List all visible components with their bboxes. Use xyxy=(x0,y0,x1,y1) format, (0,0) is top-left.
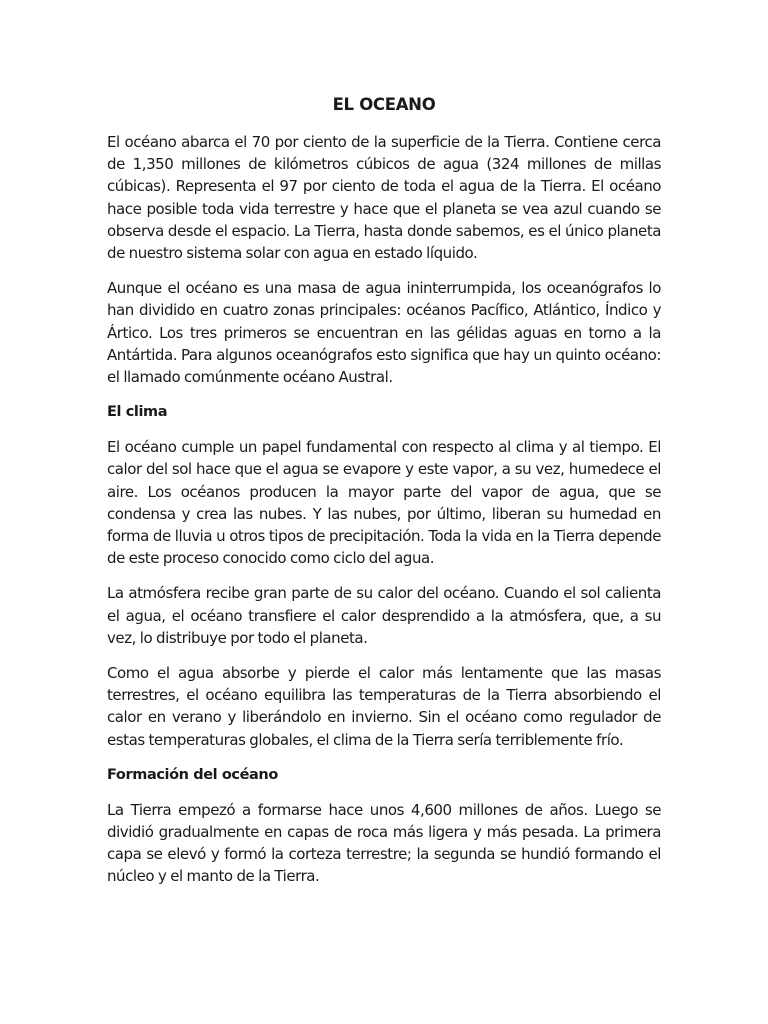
section-heading-formacion: Formación del océano xyxy=(107,766,278,783)
clima-paragraph-1: El océano cumple un papel fundamental con respecto al clima y al tiempo. El calor del sol hace que el agua se evapore y este vapor, a su vez, humedece el aire. Los océanos producen la mayor parte del vapor de agua, que se condensa y crea las nubes. Y las nubes, por último, liberan su humedad en forma de lluvia u otros tipos de precipitación. Toda la vida en la Tierra depende de este proceso conocido como ciclo del agua. xyxy=(107,438,661,568)
document-page xyxy=(107,92,661,901)
formacion-paragraph-1: La Tierra empezó a formarse hace unos 4,600 millones de años. Luego se dividió gradualmente en capas de roca más ligera y más pesada. La primera capa se elevó y formó la corteza terrestre; la segunda se hundió formando el núcleo y el manto de la Tierra. xyxy=(107,800,661,886)
intro-paragraph-2: Aunque el océano es una masa de agua ininterrumpida, los oceanógrafos lo han dividido en cuatro zonas principales: océanos Pacífico, Atlántico, Índico y Ártico. Los tres primeros se encuentran en las gélidas aguas en torno a la Antártida. Para algunos oceanógrafos esto significa que hay un quinto océano: el llamado comúnmente océano Austral. xyxy=(107,279,661,387)
section-heading-clima: El clima xyxy=(107,404,168,421)
intro-paragraph-1: El océano abarca el 70 por ciento de la superficie de la Tierra. Contiene cerca de 1,350 millones de kilómetros cúbicos de agua (324 millones de millas cúbicas). Representa el 97 por ciento de toda el agua de la Tierra. El océano hace posible toda vida terrestre y hace que el planeta se vea azul cuando se observa desde el espacio. La Tierra, hasta donde sabemos, es el único planeta de nuestro sistema solar con agua en estado líquido. xyxy=(107,133,661,263)
clima-paragraph-2: La atmósfera recibe gran parte de su calor del océano. Cuando el sol calienta el agua, el océano transfiere el calor desprendido a la atmósfera, que, a su vez, lo distribuye por todo el planeta. xyxy=(107,584,661,647)
document-title: EL OCEANO xyxy=(332,95,436,114)
clima-paragraph-3: Como el agua absorbe y pierde el calor más lentamente que las masas terrestres, el océano equilibra las temperaturas de la Tierra absorbiendo el calor en verano y liberándolo en invierno. Sin el océano como regulador de estas temperaturas globales, el clima de la Tierra sería terriblemente frío. xyxy=(107,664,661,749)
